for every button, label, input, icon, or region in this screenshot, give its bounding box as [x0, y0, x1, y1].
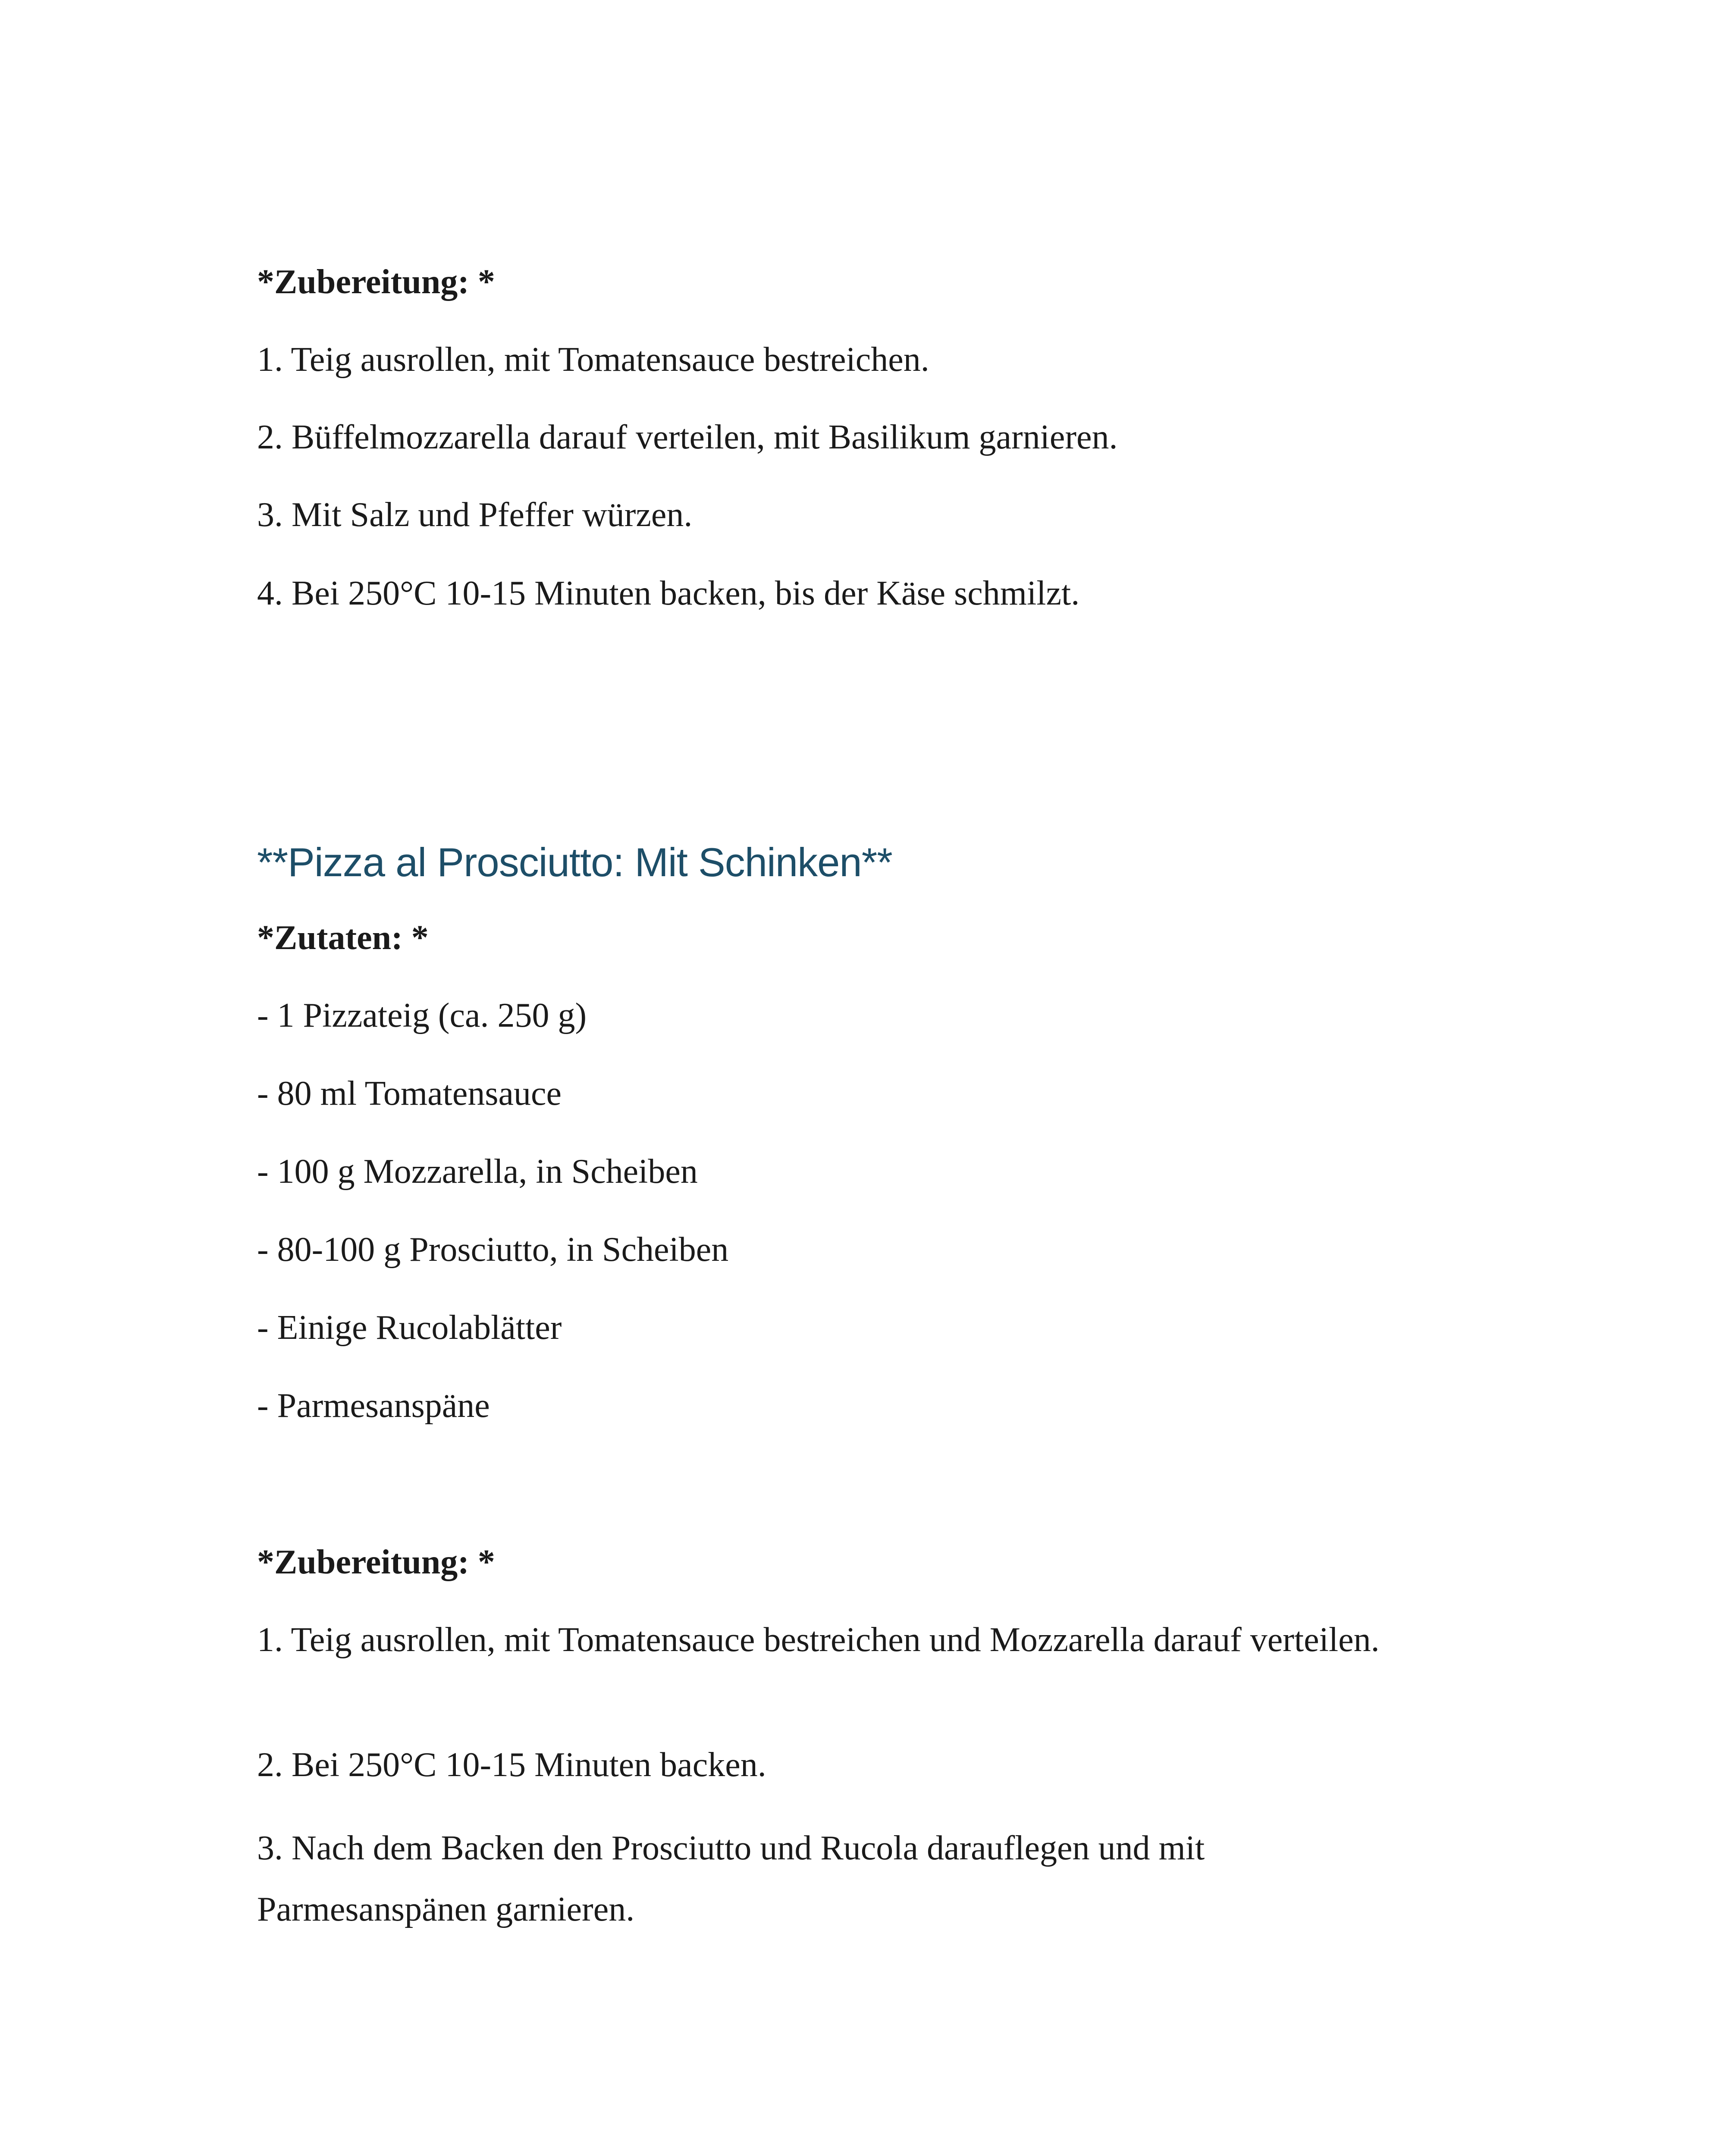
ingredient-item: - Einige Rucolablätter	[257, 1309, 562, 1347]
preparation-step: 3. Mit Salz und Pfeffer würzen.	[257, 496, 693, 534]
preparation-step: 1. Teig ausrollen, mit Tomatensauce bestreichen.	[257, 341, 929, 379]
ingredients-heading: *Zutaten: *	[257, 919, 429, 957]
preparation-step: 2. Büffelmozzarella darauf verteilen, mit Basilikum garnieren.	[257, 418, 1118, 456]
ingredient-item: - 80 ml Tomatensauce	[257, 1075, 562, 1112]
recipe-title: **Pizza al Prosciutto: Mit Schinken**	[257, 840, 892, 885]
ingredient-item: - 1 Pizzateig (ca. 250 g)	[257, 997, 587, 1034]
preparation-step: 1. Teig ausrollen, mit Tomatensauce bestreichen und Mozzarella darauf verteilen.	[257, 1621, 1380, 1659]
preparation-heading: *Zubereitung: *	[257, 263, 495, 301]
ingredient-item: - Parmesanspäne	[257, 1387, 490, 1425]
preparation-step: 2. Bei 250°C 10-15 Minuten backen.	[257, 1746, 766, 1784]
preparation-step: 4. Bei 250°C 10-15 Minuten backen, bis der Käse schmilzt.	[257, 574, 1080, 612]
ingredient-item: - 100 g Mozzarella, in Scheiben	[257, 1153, 698, 1191]
ingredient-item: - 80-100 g Prosciutto, in Scheiben	[257, 1231, 729, 1269]
preparation-heading: *Zubereitung: *	[257, 1543, 495, 1581]
preparation-step: 3. Nach dem Backen den Prosciutto und Rucola darauflegen und mit Parmesanspänen garnieren.	[257, 1829, 1205, 1928]
